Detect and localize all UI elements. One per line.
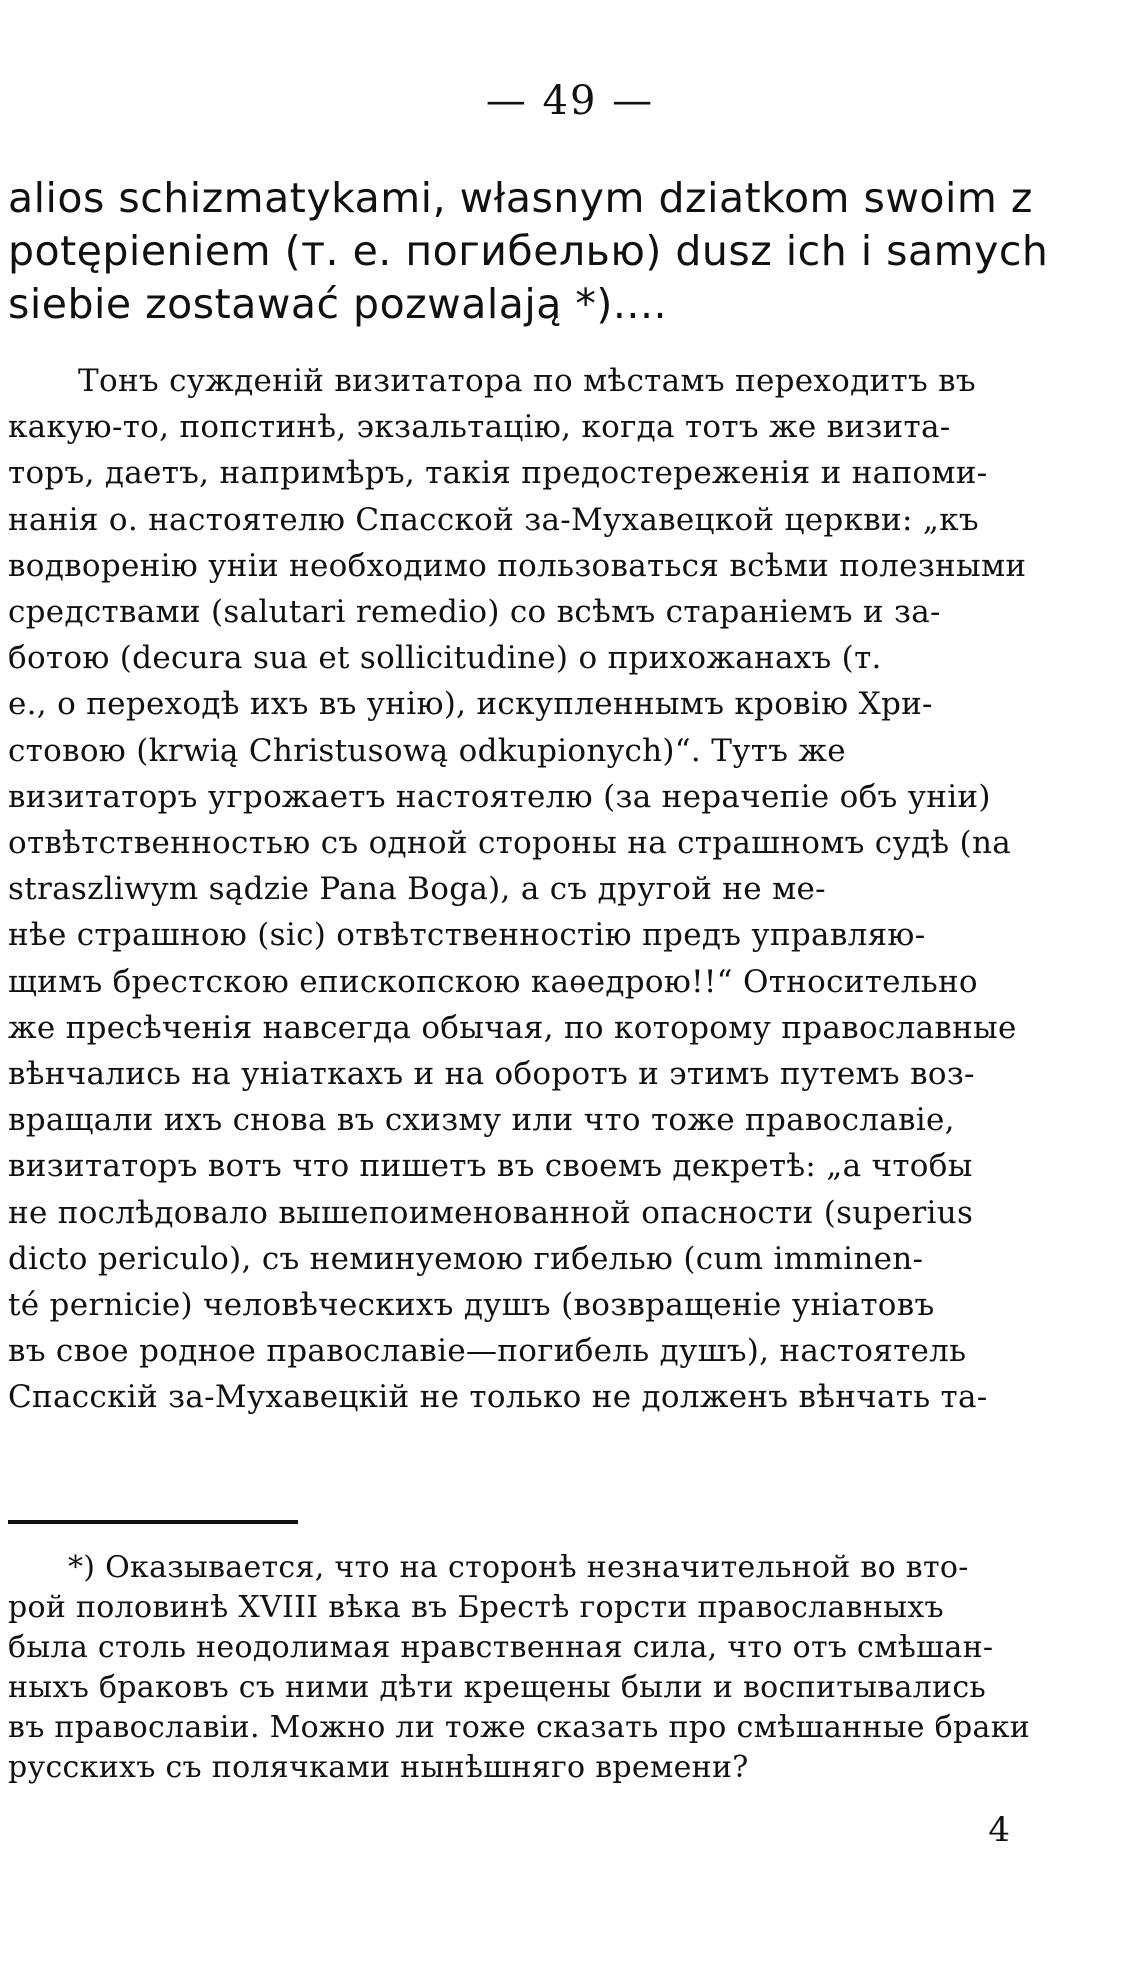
text-line: нѣе страшною (sic) отвѣтственностію предъ управляю- [8, 917, 926, 954]
text-line: средствами (salutari remedio) со всѣмъ стараніемъ и за- [8, 594, 941, 631]
footnote-line: ныхъ браковъ съ ними дѣти крещены были и воспитывались [8, 1670, 987, 1705]
main-paragraph [8, 358, 1128, 1421]
text-line: же пресѣченія навсегда обычая, по которому православные [8, 1009, 1017, 1046]
text-line: отвѣтственностью съ одной стороны на страшномъ судѣ (na [8, 825, 1011, 862]
text-line: водворенію уніи необходимо пользоваться всѣми полезными [8, 547, 1027, 584]
text-line: вращали ихъ снова въ схизму или что тоже православіе, [8, 1102, 955, 1139]
footnote-divider [8, 1520, 298, 1524]
text-line: щимъ брестскою епископскою каѳедрою!!“ Относительно [8, 963, 978, 1000]
text-line: siebie zostawać pozwalają *).... [8, 280, 668, 328]
text-line: dicto periculo), съ неминуемою гибелью (cum imminen- [8, 1240, 924, 1277]
text-line: визитаторъ вотъ что пишетъ въ своемъ декретѣ: „а чтобы [8, 1148, 973, 1185]
text-line: въ свое родное православіе—погибель душъ), настоятель [8, 1333, 967, 1370]
footnote-line: была столь неодолимая нравственная сила, что отъ смѣшан- [8, 1630, 994, 1665]
latin-paragraph [8, 172, 1128, 331]
page-number: — 49 — [485, 78, 655, 124]
text-line: какую-то, попстинѣ, экзальтацію, когда тотъ же визита- [8, 409, 951, 446]
text-line: не послѣдовало вышепоименованной опасности (superius [8, 1194, 974, 1231]
footnote-line: русскихъ съ полячками нынѣшняго времени? [8, 1750, 749, 1785]
footnote-line: *) Оказывается, что на сторонѣ незначительной во вто- [68, 1550, 969, 1585]
text-line: Тонъ сужденій визитатора по мѣстамъ переходитъ въ [78, 363, 976, 399]
footnote [8, 1548, 1128, 1788]
text-line: визитаторъ угрожаетъ настоятелю (за нерачепіе объ уніи) [8, 778, 991, 815]
footnote-line: рой половинѣ XVIII вѣка въ Брестѣ горсти православныхъ [8, 1590, 944, 1625]
text-line: potępieniem (т. е. погибелью) dusz ich i samych [8, 227, 1049, 275]
text-line: straszliwym sądzie Pana Boga), а съ другой не ме- [8, 871, 826, 908]
text-line: Спасскій за-Мухавецкій не только не долженъ вѣнчать та- [8, 1379, 988, 1416]
text-line: вѣнчались на уніаткахъ и на оборотъ и этимъ путемъ воз- [8, 1056, 975, 1093]
text-line: торъ, даетъ, напримѣръ, такія предостереженія и напоми- [8, 455, 988, 492]
text-line: té pernicie) человѣческихъ душъ (возвращеніе уніатовъ [8, 1287, 935, 1324]
text-line: ботою (decura sua et sollicitudine) о прихожанахъ (т. [8, 640, 882, 677]
text-line: е., о переходѣ ихъ въ унію), искупленнымъ кровію Хри- [8, 686, 933, 723]
footnote-line: въ православіи. Можно ли тоже сказать про смѣшанные браки [8, 1710, 1031, 1745]
text-line: стовою (krwią Christusową odkupionych)“. Тутъ же [8, 732, 846, 769]
text-line: нанія о. настоятелю Спасской за-Мухавецкой церкви: „къ [8, 501, 979, 538]
text-line: alios schizmatykami, własnym dziatkom swoim z [8, 174, 1033, 222]
signature-mark: 4 [988, 1810, 1010, 1850]
